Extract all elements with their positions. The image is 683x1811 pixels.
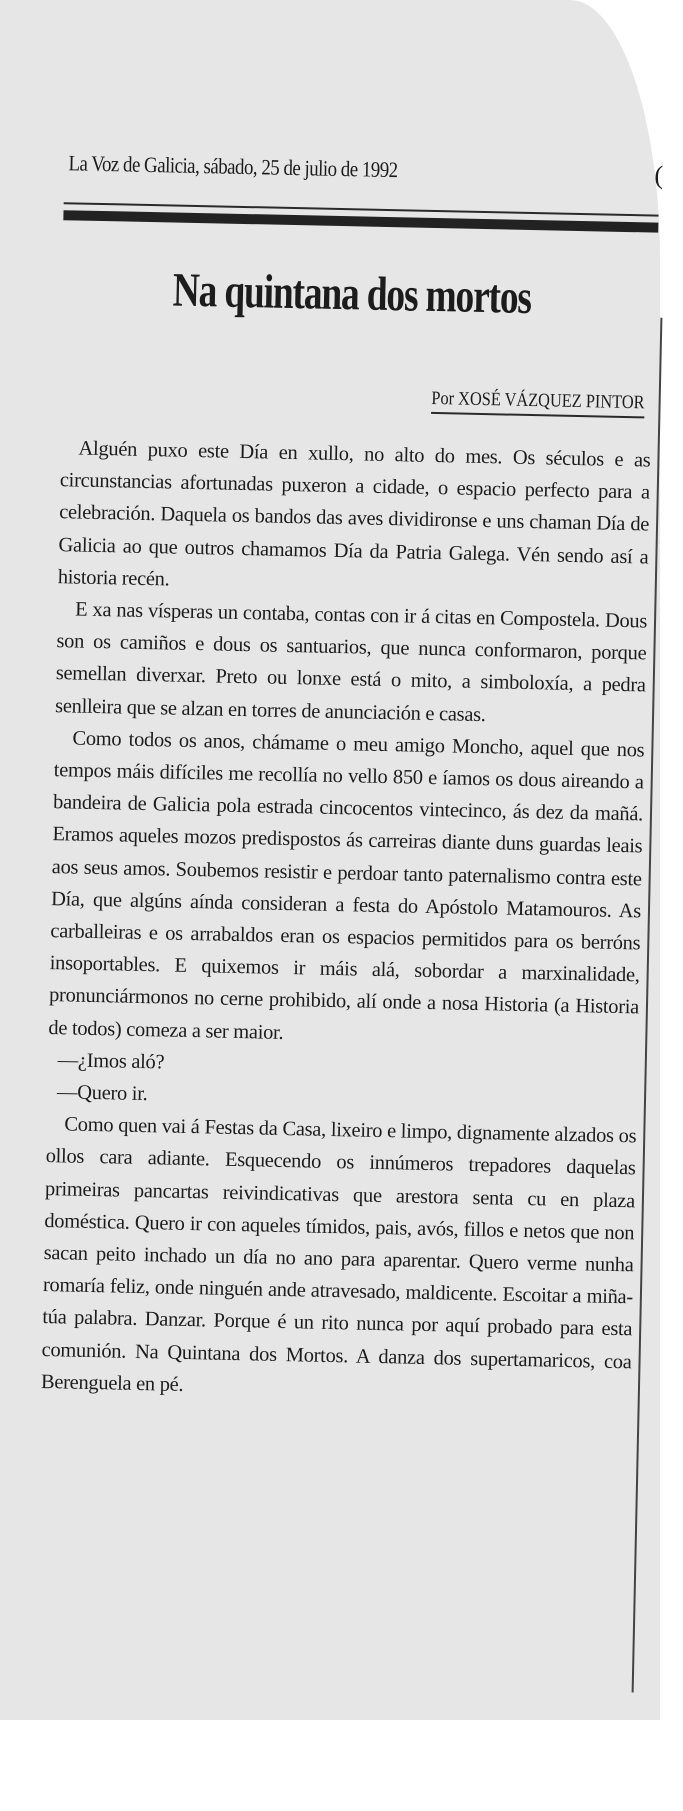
- paragraph: E xa nas vísperas un contaba, contas con ir á citas en Compostela. Dous son os camiños e dous os santuarios, que nunca conformaron, porque semellan diverxar. Preto ou lonxe está o mito, a simboloxía, a pedra senlleira que se alzan en torres de anunciación e casas.: [54, 598, 648, 726]
- paragraph: Como todos os anos, chámame o meu amigo Moncho, aquel que nos tempos máis difíciles me recollía no vello 850 e íamos os dous aireando a bandeira de Galicia pola estrada cincocentos vintecinco, ás dez da mañá. Eramos aqueles mozos predispostos ás carreiras diante duns guardas leais aos seus amos. Soubemos resistir e perdoar tanto paternalismo contra este Día, que algúns aínda consideran a festa do Apóstolo Matamouros. As carballeiras e os arrabaldos eran os espacios permitidos para os berróns insoportables. E quixemos ir máis alá, sobordar a marxinalidade, pronunciármonos no cerne prohibido, alí onde a nosa Historia (a Historia de todos) comeza a ser maior.: [48, 727, 645, 1044]
- paragraph: Como quen vai á Festas da Casa, lixeiro e limpo, dignamente alzados os ollos cara adiante. Esquecendo os innúmeros trepadores daquelas primeiras pancartas reivindicativas que arestora senta cu en plaza doméstica. Quero ir con aqueles tímidos, pais, avós, fillos e netos que non sacan peito inchado un día no ano para aparentar. Quero verme nunha romaría feliz, onde ninguén ande atravesado, maldicente. Escoitar a miña-túa palabra. Danzar. Porque é un rito nunca por aquí probado para esta comunión. Na Quintana dos Mortos. A danza dos supertamaricos, coa Berenguela en pé.: [40, 1113, 637, 1396]
- dialog-line: —Quero ir.: [56, 1081, 148, 1106]
- dialog-line: —¿Imos aló?: [57, 1049, 165, 1074]
- paragraph: Alguén puxo este Día en xullo, no alto do mes. Os séculos e as circunstancias afortunadas puxeron a cidade, o espacio perfecto para a celebración. Daquela os bandos das aves dividironse e uns chaman Día de Galicia ao que outros chamamos Día da Patria Galega. Vén sendo así a historia recén.: [57, 437, 651, 591]
- masthead-dateline: La Voz de Galicia, sábado, 25 de julio de 1992: [68, 150, 398, 183]
- article-byline: Por XOSÉ VÁZQUEZ PINTOR: [431, 388, 645, 418]
- article-body: [41, 432, 651, 1410]
- byline-container: [396, 387, 644, 418]
- edge-mark: (: [654, 160, 664, 190]
- article-headline: Na quintana dos mortos: [172, 263, 532, 324]
- article-page: [22, 140, 664, 1712]
